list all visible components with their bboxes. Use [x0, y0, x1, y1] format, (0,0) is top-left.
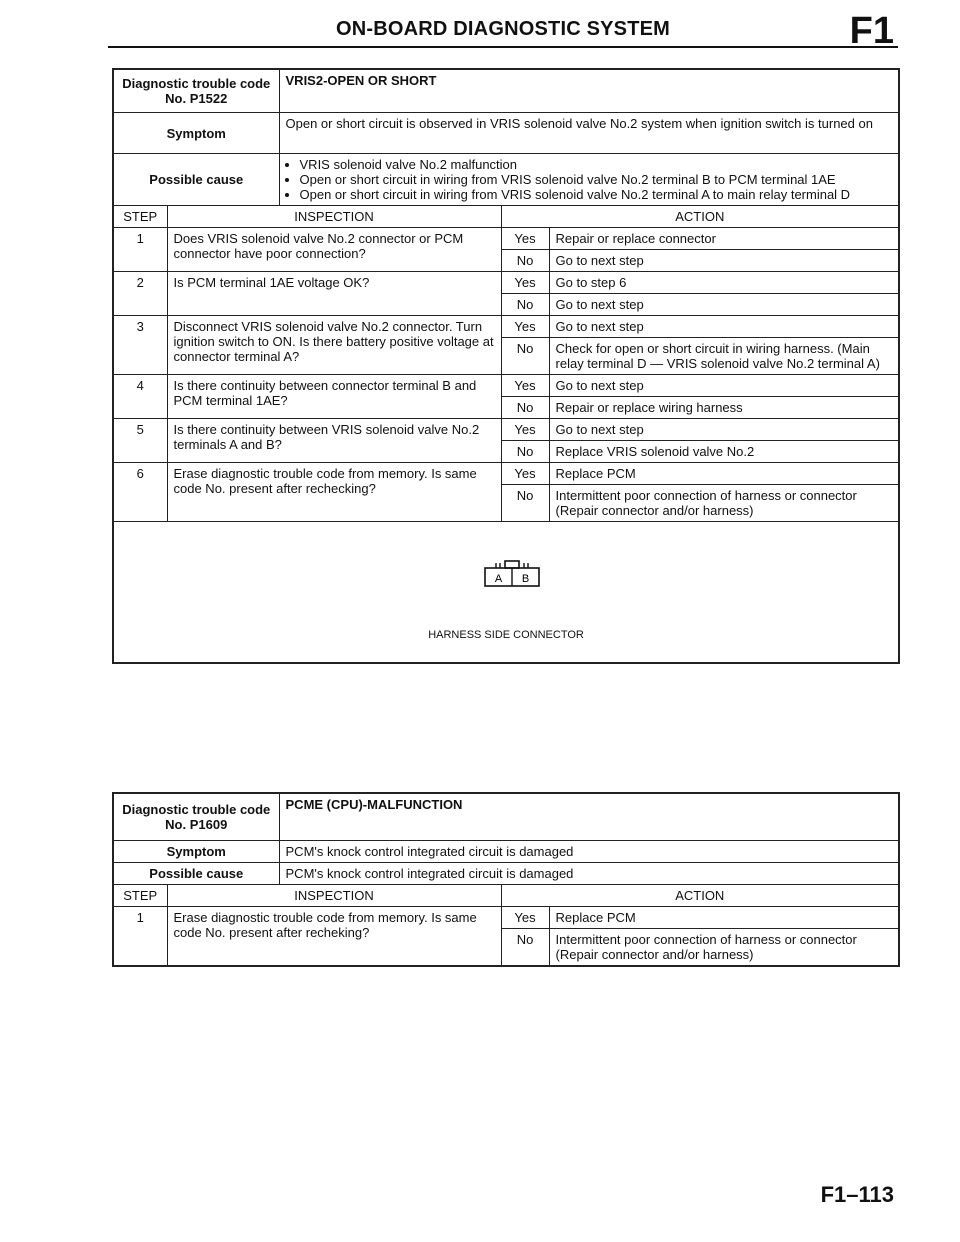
inspection-header: INSPECTION [167, 885, 501, 907]
cause-item: • VRIS solenoid valve No.2 malfunction [300, 157, 893, 172]
possible-cause-label: Possible cause [113, 154, 279, 206]
yes-action: Go to next step [549, 316, 899, 338]
figure-row [113, 522, 899, 664]
symptom-row [113, 841, 899, 863]
symptom-label: Symptom [113, 841, 279, 863]
no-label: No [501, 338, 549, 375]
no-label: No [501, 929, 549, 967]
yes-action: Repair or replace connector [549, 228, 899, 250]
yes-label: Yes [501, 272, 549, 294]
step-inspection: Erase diagnostic trouble code from memory. Is same code No. present after rechecking? [167, 463, 501, 522]
step-number: 5 [113, 419, 167, 463]
no-action: Replace VRIS solenoid valve No.2 [549, 441, 899, 463]
no-action: Intermittent poor connection of harness or connector (Repair connector and/or harness) [549, 929, 899, 967]
no-label: No [501, 294, 549, 316]
connector-figure [113, 522, 899, 664]
step-header: STEP [113, 206, 167, 228]
step-inspection: Erase diagnostic trouble code from memory. Is same code No. present after recheking? [167, 907, 501, 967]
dtc-code-row [113, 793, 899, 841]
yes-action: Go to next step [549, 375, 899, 397]
possible-cause-row [113, 154, 899, 206]
yes-action: Replace PCM [549, 907, 899, 929]
symptom-text: PCM's knock control integrated circuit is damaged [279, 841, 899, 863]
yes-label: Yes [501, 228, 549, 250]
yes-action: Go to next step [549, 419, 899, 441]
section-code: F1 [849, 10, 894, 52]
dtc-p1609-table [112, 792, 900, 967]
action-header: ACTION [501, 206, 899, 228]
step-inspection: Is there continuity between VRIS solenoid valve No.2 terminals A and B? [167, 419, 501, 463]
no-label: No [501, 441, 549, 463]
action-header: ACTION [501, 885, 899, 907]
possible-cause-row [113, 863, 899, 885]
symptom-row [113, 113, 899, 154]
page-header [108, 10, 898, 52]
page-title: ON-BOARD DIAGNOSTIC SYSTEM [335, 18, 671, 40]
connector-diagram [482, 558, 542, 590]
dtc-title: PCME (CPU)-MALFUNCTION [279, 793, 899, 841]
dtc-title: VRIS2-OPEN OR SHORT [279, 69, 899, 113]
step-number: 4 [113, 375, 167, 419]
yes-action: Go to step 6 [549, 272, 899, 294]
header-divider [108, 46, 898, 48]
yes-label: Yes [501, 316, 549, 338]
page-number: F1–113 [820, 1182, 894, 1207]
yes-label: Yes [501, 463, 549, 485]
step-row [113, 375, 899, 397]
step-row [113, 228, 899, 250]
step-row [113, 316, 899, 338]
step-row [113, 907, 899, 929]
no-action: Go to next step [549, 294, 899, 316]
figure-caption: HARNESS SIDE CONNECTOR [428, 629, 584, 641]
dtc-code-label: Diagnostic trouble code No. P1609 [113, 793, 279, 841]
cause-item: • Open or short circuit in wiring from VRIS solenoid valve No.2 terminal B to PCM terminal 1AE [300, 172, 893, 187]
no-action: Repair or replace wiring harness [549, 397, 899, 419]
possible-cause-text: PCM's knock control integrated circuit is damaged [279, 863, 899, 885]
step-number: 1 [113, 228, 167, 272]
symptom-text: Open or short circuit is observed in VRIS solenoid valve No.2 system when ignition switch is turned on [279, 113, 899, 154]
no-action: Go to next step [549, 250, 899, 272]
step-number: 6 [113, 463, 167, 522]
no-label: No [501, 397, 549, 419]
step-header: STEP [113, 885, 167, 907]
yes-label: Yes [501, 375, 549, 397]
yes-action: Replace PCM [549, 463, 899, 485]
possible-cause-label: Possible cause [113, 863, 279, 885]
step-inspection: Is PCM terminal 1AE voltage OK? [167, 272, 501, 316]
no-action: Intermittent poor connection of harness or connector (Repair connector and/or harness) [549, 485, 899, 522]
dtc-code-label: Diagnostic trouble code No. P1522 [113, 69, 279, 113]
no-label: No [501, 250, 549, 272]
step-number: 2 [113, 272, 167, 316]
cause-item: • Open or short circuit in wiring from VRIS solenoid valve No.2 terminal A to main relay terminal D [300, 187, 893, 202]
step-inspection: Is there continuity between connector terminal B and PCM terminal 1AE? [167, 375, 501, 419]
dtc-code-row [113, 69, 899, 113]
no-label: No [501, 485, 549, 522]
step-number: 1 [113, 907, 167, 967]
column-header-row [113, 206, 899, 228]
terminal-a-label: A [494, 573, 503, 585]
step-number: 3 [113, 316, 167, 375]
terminal-b-label: B [521, 573, 530, 585]
step-row [113, 419, 899, 441]
dtc-p1522-table [112, 68, 900, 664]
possible-cause-list [279, 154, 899, 206]
step-row [113, 272, 899, 294]
step-row [113, 463, 899, 485]
symptom-label: Symptom [113, 113, 279, 154]
yes-label: Yes [501, 419, 549, 441]
step-inspection: Does VRIS solenoid valve No.2 connector or PCM connector have poor connection? [167, 228, 501, 272]
step-inspection: Disconnect VRIS solenoid valve No.2 connector. Turn ignition switch to ON. Is there battery positive voltage at connector terminal A? [167, 316, 501, 375]
column-header-row [113, 885, 899, 907]
no-action: Check for open or short circuit in wiring harness. (Main relay terminal D — VRIS solenoid valve No.2 terminal A) [549, 338, 899, 375]
yes-label: Yes [501, 907, 549, 929]
inspection-header: INSPECTION [167, 206, 501, 228]
